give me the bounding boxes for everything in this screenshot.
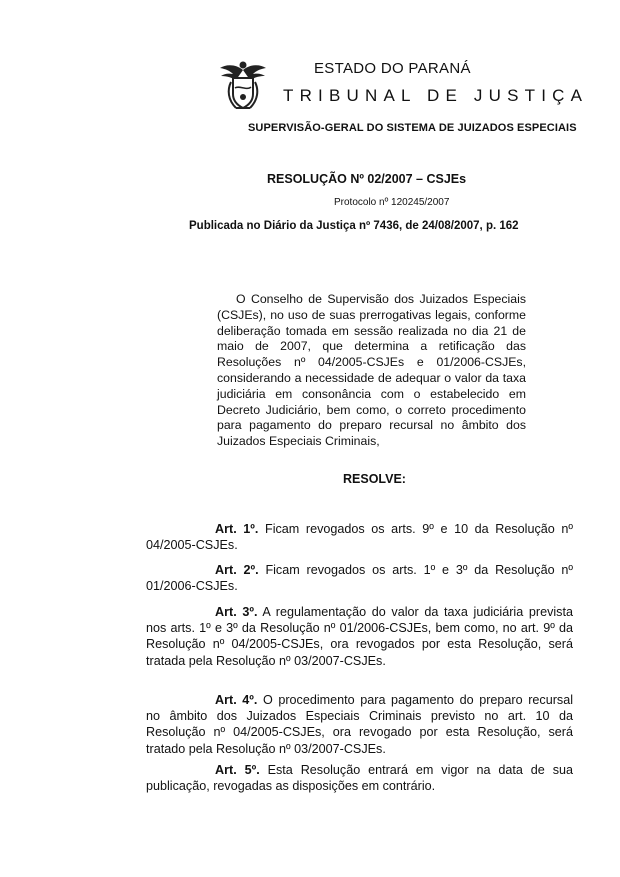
article-3 [146,604,573,669]
article-1 [146,521,573,553]
article-5 [146,762,573,794]
resolve-heading: RESOLVE: [343,472,406,486]
article-text: A regulamentação do valor da taxa judiciária prevista nos arts. 1º e 3º da Resolução nº 01/2006-CSJEs, bem como, no art. 9º da Resolução nº 04/2005-CSJEs, ora revogados por esta Resolução, será tratada pela Resolução nº 03/2007-CSJEs. [146,605,573,668]
article-text: Ficam revogados os arts. 1º e 3º da Resolução nº 01/2006-CSJEs. [146,563,573,594]
article-label: Art. 4º. [215,693,258,707]
supervision-name: SUPERVISÃO-GERAL DO SISTEMA DE JUIZADOS ESPECIAIS [248,122,577,134]
protocol-number: Protocolo nº 120245/2007 [334,197,450,208]
state-name: ESTADO DO PARANÁ [314,60,471,77]
resolution-title: RESOLUÇÃO Nº 02/2007 – CSJEs [267,172,467,186]
preamble-paragraph: O Conselho de Supervisão dos Juizados Especiais (CSJEs), no uso de suas prerrogativas legais, conforme deliberação tomada em sessão realizada no dia 21 de maio de 2007, que determina a retificação das Resoluções nº 04/2005-CSJEs e 01/2006-CSJEs, considerando a necessidade de adequar o valor da taxa judiciária em consonância com o estabelecido em Decreto Judiciário, bem como, o correto procedimento para pagamento do preparo recursal no âmbito dos Juizados Especiais Criminais, [217,292,526,449]
article-text: O procedimento para pagamento do preparo recursal no âmbito dos Juizados Especiais Criminais previsto no art. 10 da Resolução nº 04/2005-CSJEs, ora revogado por esta Resolução, será tratado pela Resolução nº 03/2007-CSJEs. [146,693,573,756]
article-label: Art. 1º. [215,522,259,536]
article-label: Art. 3º. [215,605,258,619]
article-2 [146,562,573,594]
state-coat-of-arms-icon [218,58,268,114]
article-4 [146,692,573,757]
court-name: TRIBUNAL DE JUSTIÇA [283,86,589,105]
article-text: Ficam revogados os arts. 9º e 10 da Resolução nº 04/2005-CSJEs. [146,522,573,553]
publication-note: Publicada no Diário da Justiça nº 7436, de 24/08/2007, p. 162 [189,220,519,232]
article-label: Art. 5º. [215,763,260,777]
article-label: Art. 2º. [215,563,259,577]
article-text: Esta Resolução entrará em vigor na data de sua publicação, revogadas as disposições em contrário. [146,763,573,794]
